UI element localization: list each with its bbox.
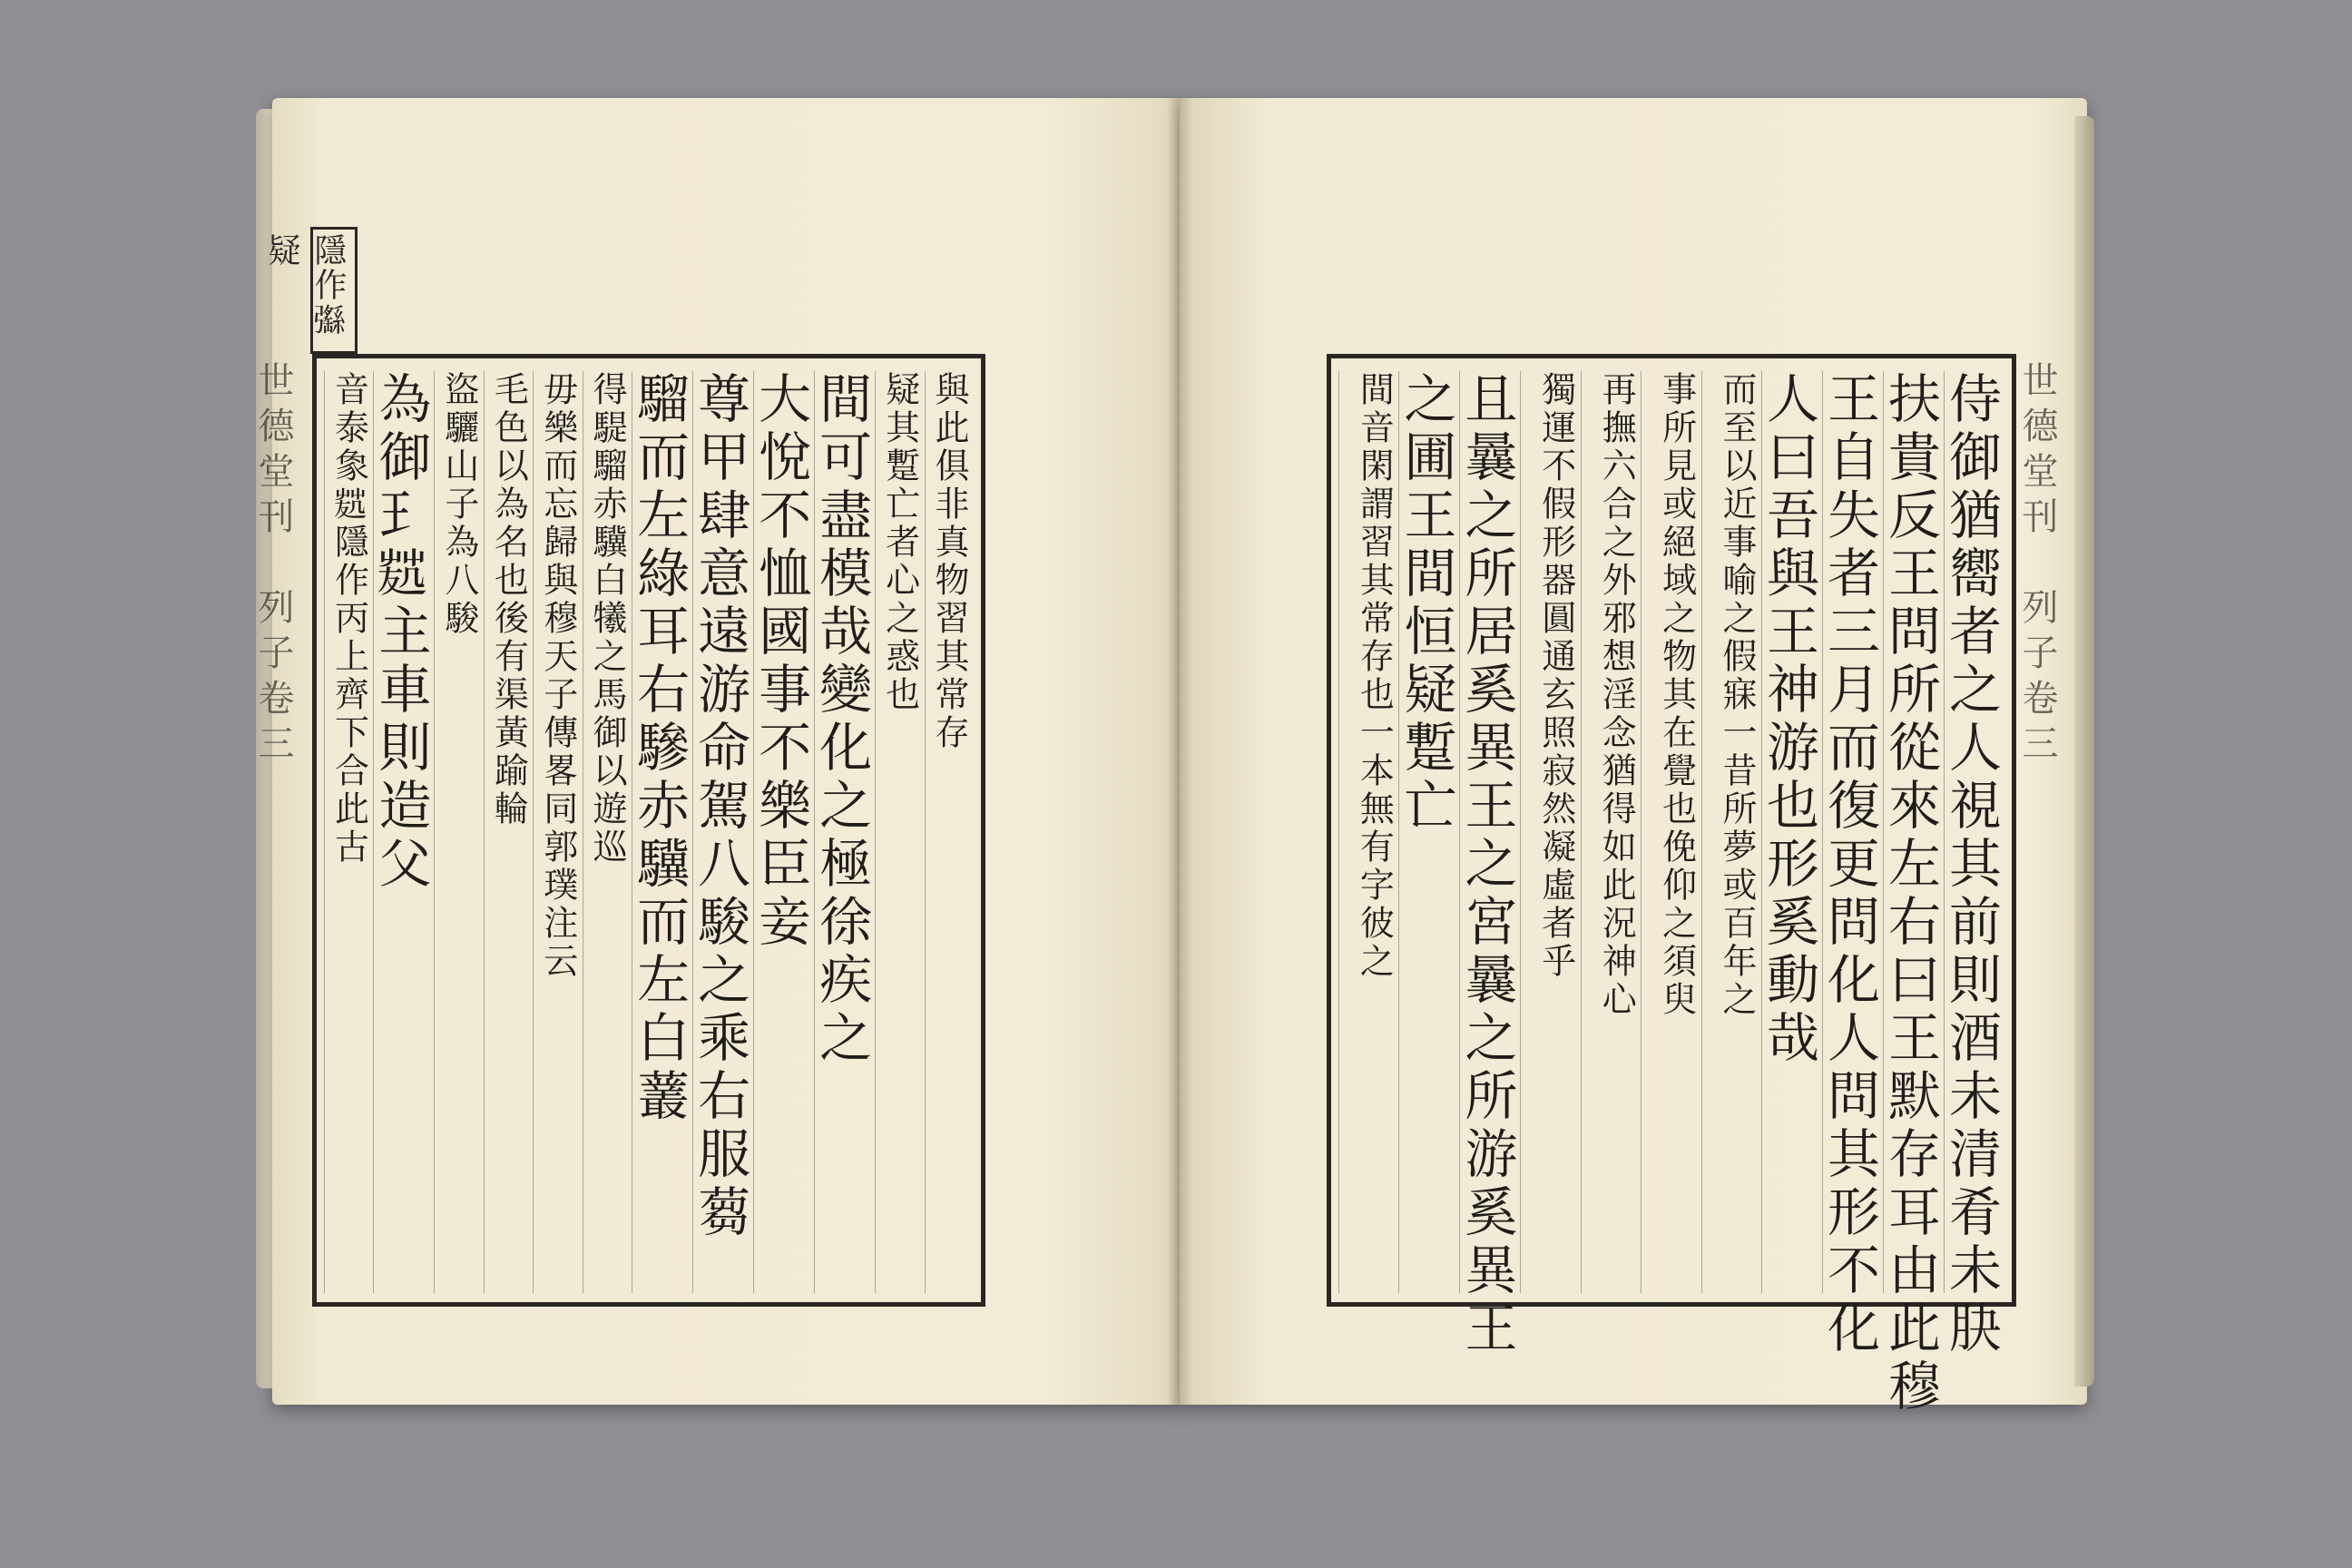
right-text-frame: [1327, 354, 2016, 1416]
left-text-column: 疑其蹔亡者心之惑也: [875, 371, 924, 1293]
right-text-column: 間音閑謂習其常存也一本無有字彼之: [1338, 371, 1398, 1293]
fold-title-right: 世德堂刊 列子卷三: [2016, 361, 2058, 769]
left-text-column: 尊甲肆意遠游命駕八駿之乘右服蒭: [692, 371, 753, 1293]
right-text-column: 扶貴反王問所從來左右曰王默存耳由此穆: [1883, 371, 1944, 1293]
left-text-column: 毛色以為名也後有渠黃踰輪: [484, 371, 533, 1293]
right-text-column: 侍御猶嚮者之人視其前則酒未清肴未䏐: [1944, 371, 2004, 1293]
right-text-columns: [1338, 371, 2004, 1416]
open-book: [252, 98, 2092, 1432]
left-text-column: 盜驪山子為八駿: [434, 371, 483, 1293]
left-text-column: 毋樂而忘歸與穆天子傳畧同郭璞注云: [533, 371, 582, 1293]
left-text-column: 大悅不恤國事不樂臣妾: [753, 371, 814, 1293]
right-text-column: 且曩之所居奚異王之宮曩之所游奚異王: [1459, 371, 1520, 1293]
right-text-column: 再撫六合之外邪想淫念猶得如此況神心: [1581, 371, 1641, 1293]
fold-title-left: 世德堂刊 列子卷三: [252, 361, 294, 769]
margin-label: 隱作𢑄疑: [310, 227, 358, 354]
book-gutter: [1167, 98, 1192, 1405]
right-text-column: 人曰吾與王神游也形奚動哉: [1761, 371, 1822, 1293]
right-text-column: 而至以近事喻之假寐一昔所夢或百年之: [1701, 371, 1761, 1293]
left-text-column: 與此俱非真物習其常存: [925, 371, 974, 1293]
left-text-column: 間可盡模哉變化之極徐疾之: [814, 371, 875, 1293]
left-text-column: 得騠騮赤驥白犧之馬御以遊巡: [583, 371, 632, 1293]
right-text-column: 事所見或絕域之物其在覺也俛仰之須臾: [1641, 371, 1700, 1293]
left-text-columns: [324, 371, 974, 1293]
left-text-column: 騮而左綠耳右驂赤驥而左白䕺: [632, 371, 692, 1293]
left-text-column: 音泰𧰼𠙢隱作丙上齊下合此古: [324, 371, 373, 1293]
page-edge-right: [2074, 116, 2094, 1387]
left-text-frame: [312, 354, 985, 1307]
right-text-column: 之圃王間恒疑蹔亡: [1398, 371, 1459, 1293]
right-text-column: 王自失者三月而復更問化人問其形不化: [1822, 371, 1883, 1293]
right-text-column: 獨運不假形器圓通玄照寂然凝虛者乎: [1520, 371, 1580, 1293]
left-text-column: 為御𤣩𠙢主車則造父: [373, 371, 434, 1293]
